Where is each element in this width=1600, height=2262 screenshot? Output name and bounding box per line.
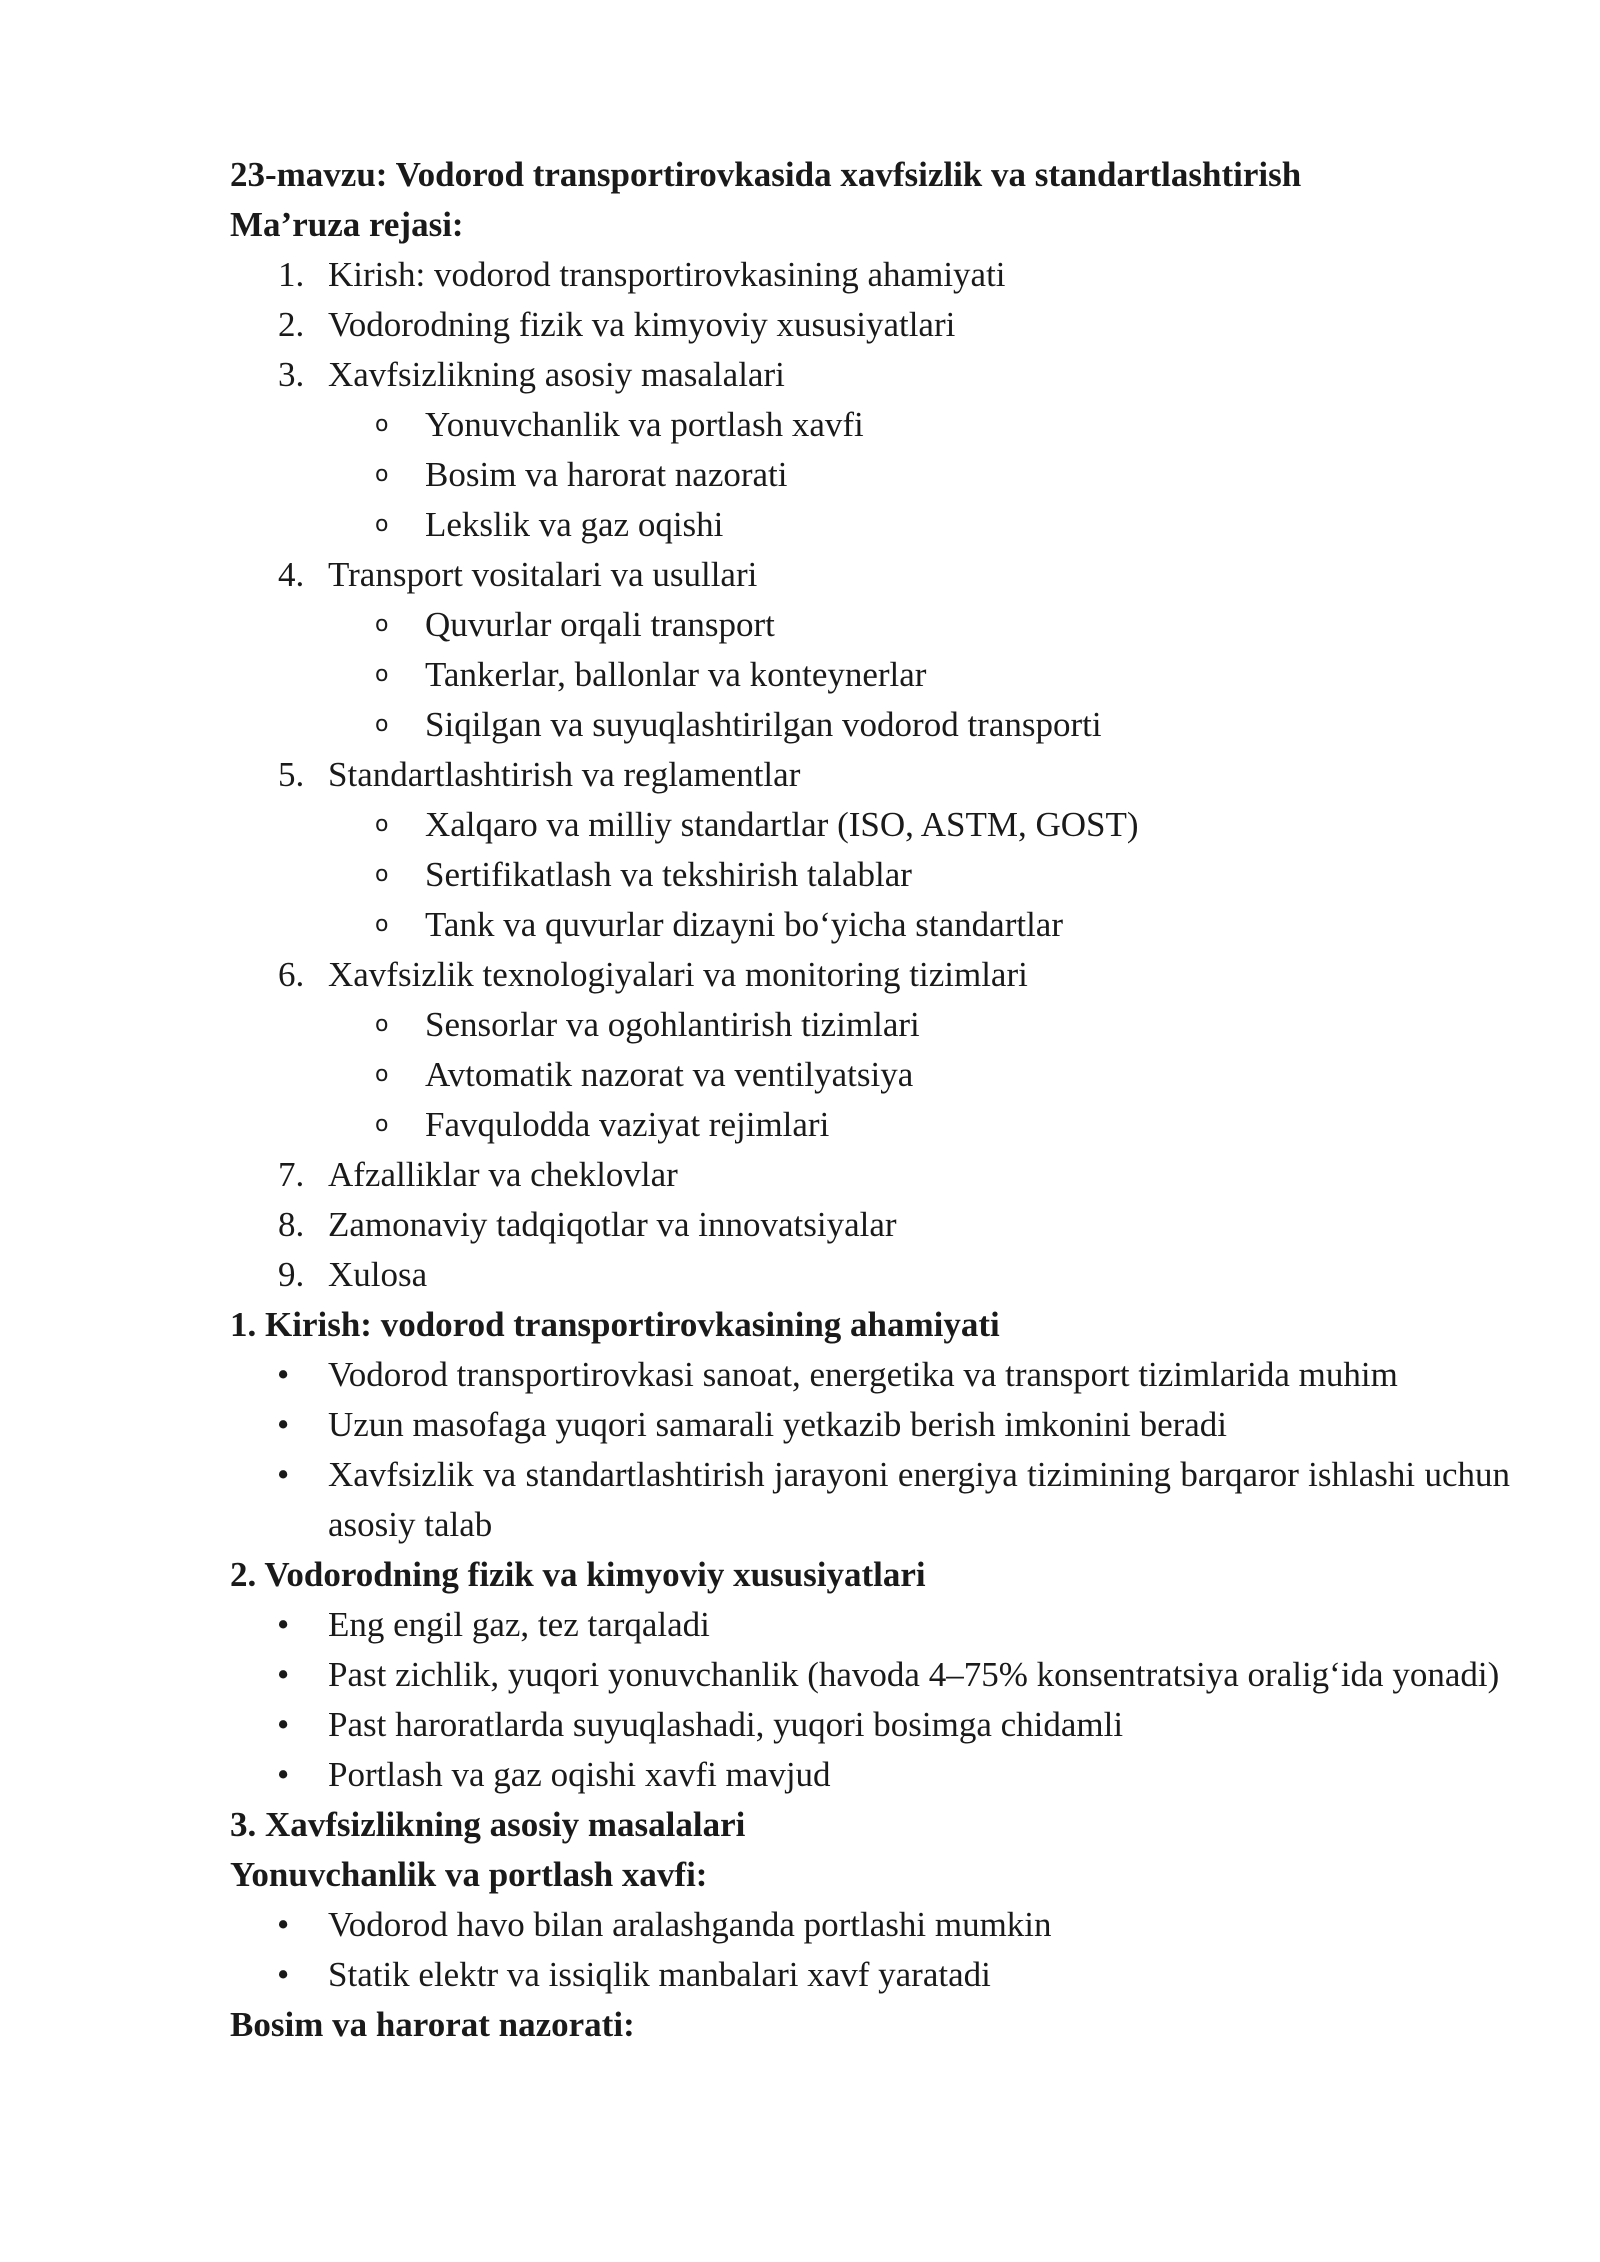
circle-bullet-icon: o	[375, 512, 389, 537]
lecture-plan-list	[230, 250, 1510, 1300]
bullet-text: Vodorod havo bilan aralashganda portlashi mumkin	[328, 1905, 1052, 1944]
bullet-item	[230, 1900, 1510, 1950]
plan-item	[230, 1200, 1510, 1250]
plan-item-text: Afzalliklar va cheklovlar	[328, 1155, 678, 1194]
section-bullet-list	[230, 1600, 1510, 1800]
plan-item-number: 7.	[278, 1155, 305, 1194]
plan-sublist	[328, 800, 1510, 950]
plan-heading: Ma’ruza rejasi:	[230, 205, 464, 244]
plan-subitem-text: Tankerlar, ballonlar va konteynerlar	[425, 655, 927, 694]
circle-bullet-icon: o	[375, 412, 389, 437]
bullet-item	[230, 1650, 1510, 1700]
document-page	[230, 150, 1510, 2050]
circle-bullet-icon: o	[375, 1112, 389, 1137]
plan-item-number: 5.	[278, 755, 305, 794]
plan-item-text: Standartlashtirish va reglamentlar	[328, 755, 801, 794]
plan-subitem-text: Xalqaro va milliy standartlar (ISO, ASTM, GOST)	[425, 805, 1139, 844]
plan-subitem	[230, 650, 1510, 700]
plan-item	[230, 950, 1510, 1150]
bullet-item	[230, 1700, 1510, 1750]
plan-item-number: 4.	[278, 555, 305, 594]
plan-subitem	[230, 1050, 1510, 1100]
bullet-text: Uzun masofaga yuqori samarali yetkazib berish imkonini beradi	[328, 1405, 1228, 1444]
circle-bullet-icon: o	[375, 462, 389, 487]
plan-item-text: Kirish: vodorod transportirovkasining ahamiyati	[328, 255, 1006, 294]
plan-subitem-text: Lekslik va gaz oqishi	[425, 505, 724, 544]
plan-item-text: Xulosa	[328, 1255, 428, 1294]
bullet-text: Xavfsizlik va standartlashtirish jarayoni energiya tizimining barqaror ishlashi uchun asosiy talab	[328, 1455, 1510, 1544]
plan-sublist	[328, 600, 1510, 750]
plan-subitem-text: Tank va quvurlar dizayni bo‘yicha standartlar	[425, 905, 1063, 944]
bullet-text: Past haroratlarda suyuqlashadi, yuqori bosimga chidamli	[328, 1705, 1124, 1744]
section-heading: Bosim va harorat nazorati:	[230, 2005, 635, 2044]
circle-bullet-icon: o	[375, 912, 389, 937]
plan-item	[230, 350, 1510, 550]
bullet-text: Vodorod transportirovkasi sanoat, energetika va transport tizimlarida muhim	[328, 1355, 1398, 1394]
plan-subitem-text: Avtomatik nazorat va ventilyatsiya	[425, 1055, 914, 1094]
plan-subitem	[230, 1100, 1510, 1150]
plan-item	[230, 1150, 1510, 1200]
plan-subitem-text: Sertifikatlash va tekshirish talablar	[425, 855, 912, 894]
bullet-item	[230, 1750, 1510, 1800]
plan-item-number: 1.	[278, 255, 305, 294]
bullet-text: Portlash va gaz oqishi xavfi mavjud	[328, 1755, 831, 1794]
bullet-dot-icon: •	[277, 1655, 290, 1694]
bullet-dot-icon: •	[277, 1405, 290, 1444]
section-bullet-list	[230, 1350, 1510, 1550]
plan-subitem	[230, 800, 1510, 850]
plan-subitem	[230, 850, 1510, 900]
bullet-dot-icon: •	[277, 1905, 290, 1944]
section-heading: 3. Xavfsizlikning asosiy masalalari	[230, 1805, 746, 1844]
plan-item	[230, 550, 1510, 750]
circle-bullet-icon: o	[375, 862, 389, 887]
plan-item-text: Xavfsizlik texnologiyalari va monitoring tizimlari	[328, 955, 1028, 994]
plan-item-text: Vodorodning fizik va kimyoviy xususiyatlari	[328, 305, 956, 344]
circle-bullet-icon: o	[375, 812, 389, 837]
plan-subitem	[230, 500, 1510, 550]
plan-item-number: 9.	[278, 1255, 305, 1294]
plan-subitem-text: Yonuvchanlik va portlash xavfi	[425, 405, 864, 444]
plan-subitem-text: Siqilgan va suyuqlashtirilgan vodorod transporti	[425, 705, 1102, 744]
bullet-text: Statik elektr va issiqlik manbalari xavf yaratadi	[328, 1955, 991, 1994]
circle-bullet-icon: o	[375, 612, 389, 637]
bullet-item	[230, 1950, 1510, 2000]
bullet-dot-icon: •	[277, 1755, 290, 1794]
plan-item-text: Transport vositalari va usullari	[328, 555, 758, 594]
plan-item	[230, 1250, 1510, 1300]
bullet-item	[230, 1450, 1510, 1550]
content-sections	[230, 1300, 1510, 2050]
bullet-dot-icon: •	[277, 1455, 290, 1494]
bullet-item	[230, 1350, 1510, 1400]
section-bullet-list	[230, 1900, 1510, 2000]
plan-subitem	[230, 400, 1510, 450]
plan-item	[230, 750, 1510, 950]
plan-subitem-text: Bosim va harorat nazorati	[425, 455, 788, 494]
section-heading: Yonuvchanlik va portlash xavfi:	[230, 1855, 708, 1894]
plan-subitem	[230, 450, 1510, 500]
plan-subitem	[230, 700, 1510, 750]
plan-subitem-text: Quvurlar orqali transport	[425, 605, 775, 644]
plan-item-number: 3.	[278, 355, 305, 394]
circle-bullet-icon: o	[375, 662, 389, 687]
plan-subitem-text: Sensorlar va ogohlantirish tizimlari	[425, 1005, 920, 1044]
bullet-dot-icon: •	[277, 1605, 290, 1644]
plan-sublist	[328, 1000, 1510, 1150]
bullet-dot-icon: •	[277, 1955, 290, 1994]
plan-item	[230, 300, 1510, 350]
plan-subitem	[230, 900, 1510, 950]
bullet-dot-icon: •	[277, 1705, 290, 1744]
plan-subitem	[230, 600, 1510, 650]
bullet-dot-icon: •	[277, 1355, 290, 1394]
section-heading: 2. Vodorodning fizik va kimyoviy xususiyatlari	[230, 1555, 926, 1594]
section-heading: 1. Kirish: vodorod transportirovkasining ahamiyati	[230, 1305, 1000, 1344]
plan-item-text: Zamonaviy tadqiqotlar va innovatsiyalar	[328, 1205, 897, 1244]
bullet-item	[230, 1600, 1510, 1650]
plan-item-text: Xavfsizlikning asosiy masalalari	[328, 355, 785, 394]
plan-item-number: 2.	[278, 305, 305, 344]
plan-item-number: 8.	[278, 1205, 305, 1244]
circle-bullet-icon: o	[375, 712, 389, 737]
plan-subitem	[230, 1000, 1510, 1050]
plan-sublist	[328, 400, 1510, 550]
circle-bullet-icon: o	[375, 1012, 389, 1037]
plan-subitem-text: Favqulodda vaziyat rejimlari	[425, 1105, 830, 1144]
plan-item	[230, 250, 1510, 300]
circle-bullet-icon: o	[375, 1062, 389, 1087]
bullet-item	[230, 1400, 1510, 1450]
bullet-text: Past zichlik, yuqori yonuvchanlik (havoda 4–75% konsentratsiya oralig‘ida yonadi)	[328, 1655, 1500, 1694]
plan-item-number: 6.	[278, 955, 305, 994]
bullet-text: Eng engil gaz, tez tarqaladi	[328, 1605, 710, 1644]
document-title: 23-mavzu: Vodorod transportirovkasida xavfsizlik va standartlashtirish	[230, 155, 1302, 194]
